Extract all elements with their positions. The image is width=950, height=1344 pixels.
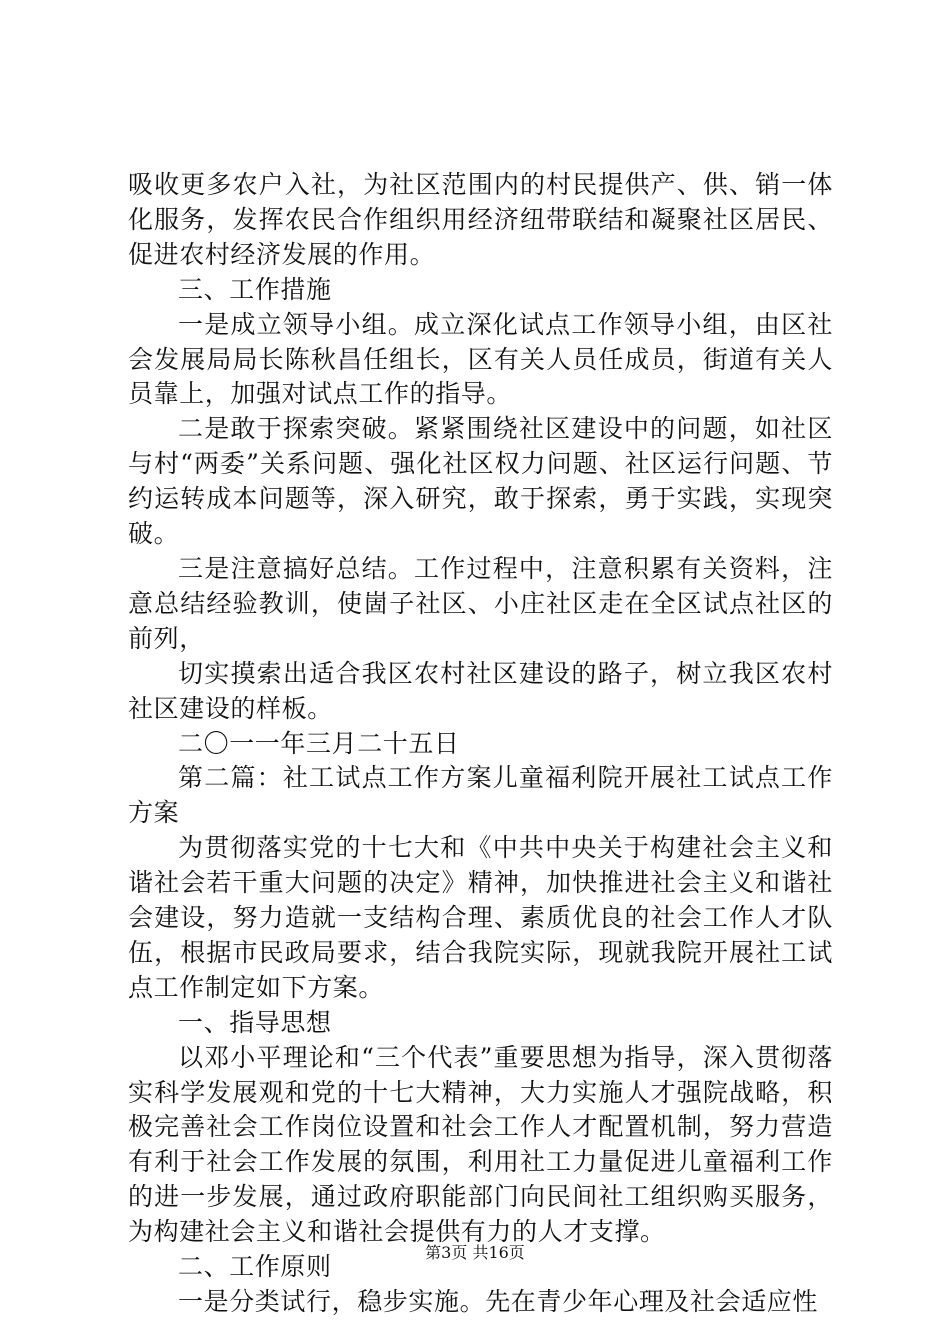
heading-work-measures: 三、工作措施 [178,274,332,304]
document-body [128,168,833,1320]
date-line: 二〇一一年三月二十五日 [178,728,460,758]
paragraph-guiding-ideology: 以邓小平理论和“三个代表”重要思想为指导，深入贯彻落实科学发展观和党的十七大精神，大力实施人才强院战略，积极完善社会工作岗位设置和社会工作人才配置机制，努力营造有利于社会工作发展的氛围，利用社工力量促进儿童福利工作的进一步发展，通过政府职能部门向民间社工组织购买服务，为构建社会主义和谐社会提供有力的人才支撑。 [128,1042,833,1247]
paragraph-summary: 三是注意搞好总结。工作过程中，注意积累有关资料，注意总结经验教训，使崮子社区、小庄社区走在全区试点社区的前列， [128,553,833,653]
heading-work-principles: 二、工作原则 [178,1252,332,1282]
paragraph-continuation: 吸收更多农户入社，为社区范围内的村民提供产、供、销一体化服务，发挥农民合作组织用经济纽带联结和凝聚社区居民、促进农村经济发展的作用。 [128,170,833,269]
paragraph-principle-one: 一是分类试行，稳步实施。先在青少年心理及社会适应性 [178,1287,819,1316]
paragraph-intro: 为贯彻落实党的十七大和《中共中央关于构建社会主义和谐社会若干重大问题的决定》精神，加快推进社会主义和谐社会建设，努力造就一支结构合理、素质优良的社会工作人才队伍，根据市民政局要求，结合我院实际，现就我院开展社工试点工作制定如下方案。 [128,833,833,1002]
paragraph-leadership-group: 一是成立领导小组。成立深化试点工作领导小组，由区社会发展局局长陈秋昌任组长，区有关人员任成员，街道有关人员靠上，加强对试点工作的指导。 [128,309,833,409]
section-title-part-two: 第二篇：社工试点工作方案儿童福利院开展社工试点工作方案 [128,763,833,828]
heading-guiding-ideology: 一、指导思想 [178,1007,332,1037]
paragraph-explore-breakthrough: 二是敢于探索突破。紧紧围绕社区建设中的问题，如社区与村“两委”关系问题、强化社区权力问题、社区运行问题、节约运转成本问题等，深入研究，敢于探索，勇于实践，实现突破。 [128,414,833,549]
page-footer: 第3页 共16页 [425,1243,525,1262]
paragraph-model: 切实摸索出适合我区农村社区建设的路子，树立我区农村社区建设的样板。 [128,658,833,723]
